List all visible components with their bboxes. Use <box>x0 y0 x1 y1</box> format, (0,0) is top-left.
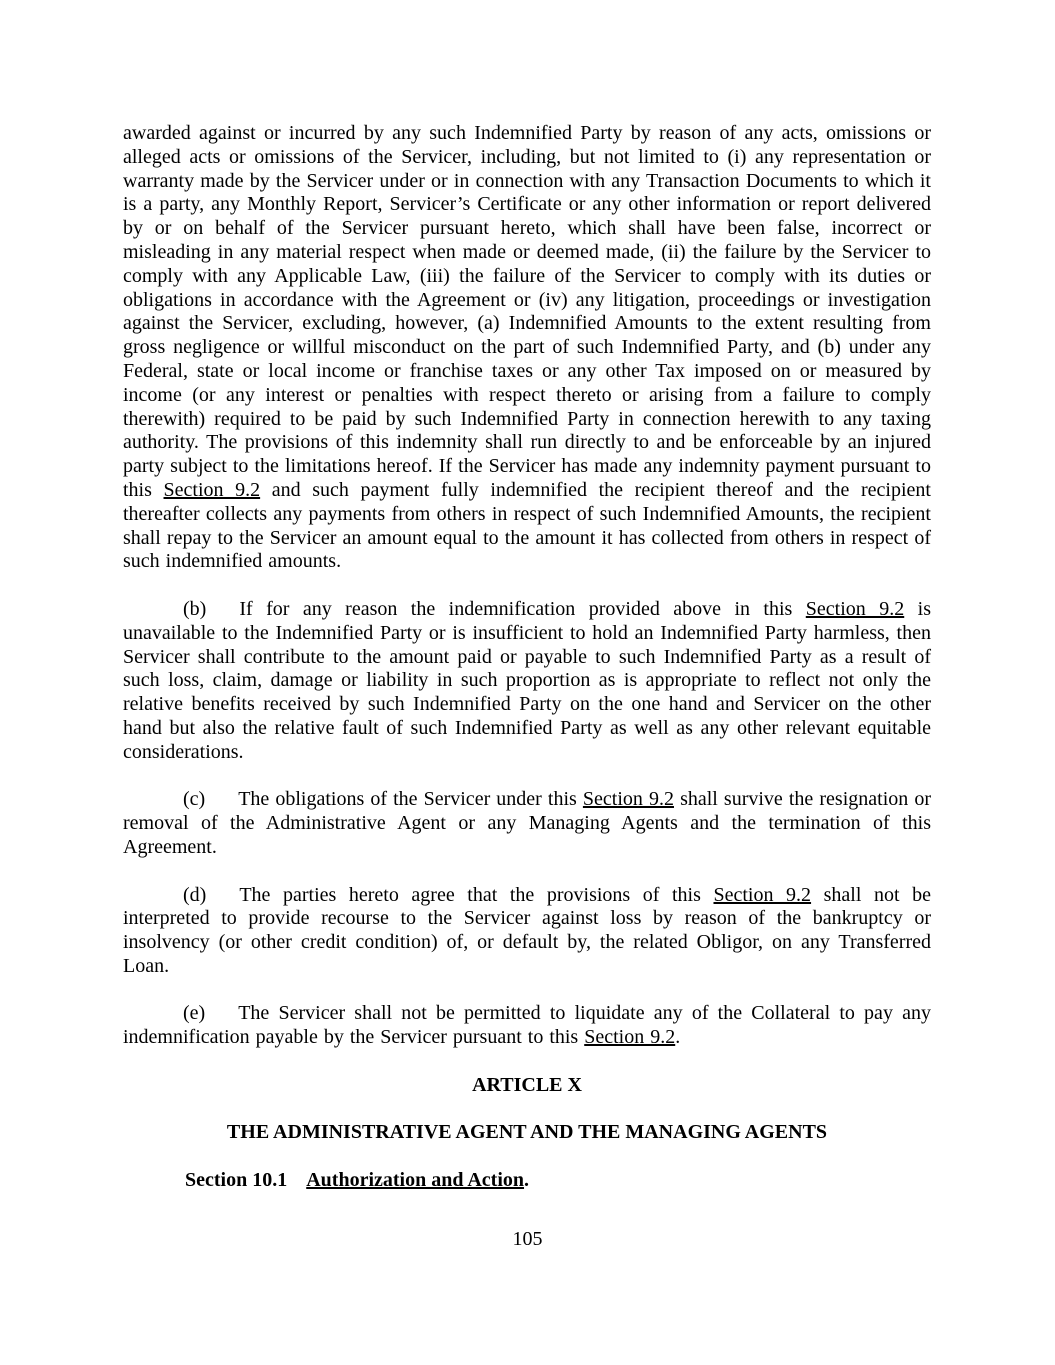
paragraph-label: (c) <box>183 788 206 811</box>
section-9-2-reference: Section 9.2 <box>713 883 812 906</box>
paragraph-text: If for any reason the indemnification provided above in this <box>239 597 806 620</box>
paragraph-label: (e) <box>183 1002 206 1025</box>
section-9-2-reference: Section 9.2 <box>805 597 905 620</box>
paragraph-continuation <box>123 122 931 574</box>
document-body <box>123 122 931 1193</box>
paragraph-text: awarded against or incurred by any such Indemnified Party by reason of any acts, omissions or alleged acts or omissions of the Servicer, including, but not limited to (i) any representation or warranty made by the Servicer under or in connection with any Transaction Documents to which it is a party, any Monthly Report, Servicer’s Certificate or any other information or report delivered by or on behalf of the Servicer pursuant hereto, which shall have been false, incorrect or misleading in any material respect when made or deemed made, (ii) the failure by the Servicer to comply with any Applicable Law, (iii) the failure of the Servicer to comply with its duties or obligations in accordance with the Agreement or (iv) any litigation, proceedings or investigation against the Servicer, excluding, however, (a) Indemnified Amounts to the extent resulting from gross negligence or willful misconduct on the part of such Indemnified Party, and (b) under any Federal, state or local income or franchise taxes or any other Tax imposed on or measured by income (or any interest or penalties with respect thereto or arising from a failure to comply therewith) required to be paid by such Indemnified Party in connection herewith to any taxing authority. The provisions of this indemnity shall run directly to and be enforceable by an injured party subject to the limitations hereof. If the Servicer has made any indemnity payment pursuant to this <box>123 122 931 501</box>
paragraph-label: (b) <box>183 597 207 620</box>
section-10-1-line <box>123 1169 931 1193</box>
section-title: Authorization and Action <box>306 1169 525 1192</box>
paragraph-text: The obligations of the Servicer under this <box>238 788 583 811</box>
paragraph-e <box>123 1002 931 1050</box>
section-9-2-reference: Section 9.2 <box>582 788 674 811</box>
section-9-2-reference: Section 9.2 <box>163 478 261 501</box>
section-title-period: . <box>524 1169 530 1192</box>
paragraph-text: is unavailable to the Indemnified Party or is insufficient to hold an Indemnified Party harmless, then Servicer shall contribute to the amount paid or payable to such Indemnified Party as a result of such loss, claim, damage or liability in such proportion as is appropriate to reflect not only the relative benefits received by such Indemnified Party on the one hand and Servicer on the other hand but also the relative fault of such Indemnified Party as well as any other relevant equitable considerations. <box>123 597 931 763</box>
paragraph-text: and such payment fully indemnified the recipient thereof and the recipient thereafter collects any payments from others in respect of such Indemnified Amounts, the recipient shall repay to the Servicer an amount equal to the amount it has collected from others in respect of such indemnified amounts. <box>123 478 931 573</box>
paragraph-label: (d) <box>183 883 207 906</box>
paragraph-b <box>123 598 931 765</box>
paragraph-text: shall not be interpreted to provide recourse to the Servicer against loss by reason of the bankruptcy or insolvency (or other credit condition) of, or default by, the related Obligor, on any Transferred Loan. <box>123 883 931 977</box>
article-heading: ARTICLE X <box>472 1073 582 1096</box>
paragraph-c <box>123 788 931 859</box>
page-number: 105 <box>512 1228 543 1250</box>
paragraph-text: The Servicer shall not be permitted to liquidate any of the Collateral to pay any indemnification payable by the Servicer pursuant to this <box>123 1002 931 1049</box>
paragraph-d <box>123 884 931 979</box>
section-9-2-reference: Section 9.2 <box>584 1026 676 1049</box>
article-title-heading: THE ADMINISTRATIVE AGENT AND THE MANAGING AGENTS <box>226 1121 828 1144</box>
paragraph-text: . <box>675 1026 681 1049</box>
paragraph-text: shall survive the resignation or removal of the Administrative Agent or any Managing Agents and the termination of this Agreement. <box>123 788 931 858</box>
section-number-label: Section 10.1 <box>185 1169 288 1192</box>
paragraph-text: The parties hereto agree that the provisions of this <box>239 883 714 906</box>
